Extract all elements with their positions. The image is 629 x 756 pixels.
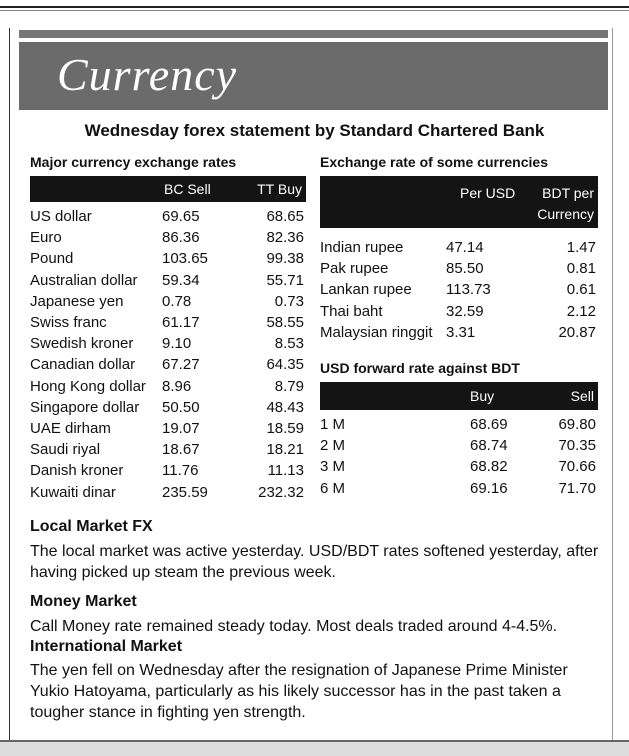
intl-market-text: The yen fell on Wednesday after the resignation of Japanese Prime Minister Yukio Hatoyama, particularly as his likely successor has in the past taken a tougher stance in fighting yen strength. [30, 662, 568, 721]
local-fx-heading: Local Market FX [30, 518, 153, 535]
bc-sell-value: 103.65 [162, 250, 208, 268]
currency-name: Japanese yen [30, 292, 124, 310]
currency-name: UAE dirham [30, 420, 111, 437]
forward-sell-value: 70.35 [558, 437, 596, 455]
table-row [30, 484, 306, 505]
tt-buy-value: 68.65 [266, 208, 304, 225]
col-bdt-per-line1: BDT per [542, 185, 594, 201]
table-row [30, 399, 306, 420]
table-row [30, 293, 306, 314]
currency-name: Euro [30, 229, 62, 247]
table-row [30, 356, 306, 377]
table-row [30, 420, 306, 441]
table-row [30, 314, 306, 335]
forward-rates-header [320, 382, 598, 410]
banner-title: Currency [57, 49, 238, 100]
local-fx-text: The local market was active yesterday. USD/BDT rates softened yesterday, after having picked up steam the previous week. [30, 543, 599, 581]
currency-name: Saudi riyal [30, 441, 101, 459]
currency-name: Canadian dollar [30, 356, 136, 374]
bc-sell-value: 0.78 [162, 292, 192, 310]
tt-buy-value: 99.38 [266, 250, 304, 268]
currency-name: Danish kroner [30, 462, 124, 480]
per-usd-value: 85.50 [446, 260, 484, 278]
currency-name: Swiss franc [30, 314, 107, 331]
table-row [30, 335, 306, 356]
table-row [320, 480, 598, 501]
forward-buy-value: 68.82 [470, 458, 508, 476]
tt-buy-value: 0.73 [274, 292, 304, 310]
tt-buy-value: 11.13 [267, 462, 304, 480]
currency-name: Pound [30, 250, 74, 268]
bdt-per-currency-value: 0.81 [566, 260, 596, 278]
currency-name: Hong Kong dollar [30, 377, 146, 395]
forward-sell-value: 69.80 [558, 416, 596, 433]
table-row [320, 303, 598, 324]
per-usd-value: 32.59 [446, 302, 484, 320]
forward-rates-heading: USD forward rate against BDT [320, 360, 520, 376]
bc-sell-value: 59.34 [162, 271, 200, 289]
tt-buy-value: 8.53 [274, 335, 304, 353]
col-tt-buy: TT Buy [257, 181, 302, 197]
per-usd-value: 3.31 [446, 323, 476, 341]
money-market-heading: Money Market [30, 593, 137, 610]
col-forward-buy: Buy [470, 388, 495, 404]
banner-top-strip [19, 30, 608, 38]
bdt-per-currency-value: 20.87 [558, 323, 596, 341]
table-row [320, 239, 598, 260]
forward-sell-value: 71.70 [558, 479, 596, 497]
bc-sell-value: 50.50 [162, 398, 200, 416]
bdt-per-currency-value: 0.61 [566, 281, 596, 299]
bc-sell-value: 61.17 [162, 314, 200, 331]
tt-buy-value: 18.21 [266, 441, 304, 459]
currency-name: Malaysian ringgit [320, 323, 433, 341]
currency-name: Singapore dollar [30, 398, 140, 416]
currency-name: Pak rupee [320, 260, 389, 278]
statement-title: Wednesday forex statement by Standard Chartered Bank [84, 121, 545, 140]
col-per-usd: Per USD [460, 185, 516, 201]
forward-term: 6 M [320, 479, 346, 497]
col-bc-sell: BC Sell [164, 181, 211, 197]
major-rates-heading: Major currency exchange rates [30, 154, 237, 170]
top-rule [0, 6, 629, 8]
table-row [30, 272, 306, 293]
table-row [320, 281, 598, 302]
tt-buy-value: 58.55 [266, 314, 304, 331]
tt-buy-value: 55.71 [266, 271, 304, 289]
tt-buy-value: 64.35 [266, 356, 304, 374]
bc-sell-value: 11.76 [162, 462, 199, 480]
per-usd-value: 113.73 [446, 281, 491, 299]
table-row [320, 324, 598, 345]
bc-sell-value: 235.59 [162, 483, 208, 501]
bc-sell-value: 18.67 [162, 441, 200, 459]
table-row [30, 441, 306, 462]
forward-term: 2 M [320, 437, 346, 455]
table-row [320, 458, 598, 479]
tt-buy-value: 48.43 [266, 398, 304, 416]
table-row [320, 416, 598, 437]
tt-buy-value: 8.79 [274, 377, 304, 395]
table-row [30, 250, 306, 271]
currency-name: Kuwaiti dinar [30, 483, 116, 501]
table-row [320, 260, 598, 281]
some-rates-header [320, 176, 598, 228]
col-forward-sell: Sell [570, 388, 594, 404]
table-row [320, 437, 598, 458]
intl-market-heading: International Market [30, 638, 183, 655]
currency-name: US dollar [30, 208, 92, 225]
forward-term: 1 M [320, 416, 346, 433]
col-bdt-per-line2: Currency [537, 206, 594, 222]
top-rule-thin [0, 10, 629, 11]
table-row [30, 229, 306, 250]
currency-name: Swedish kroner [30, 335, 134, 353]
some-rates-heading: Exchange rate of some currencies [320, 154, 548, 170]
currency-name: Thai baht [320, 302, 383, 320]
bc-sell-value: 67.27 [162, 356, 200, 374]
bc-sell-value: 9.10 [162, 335, 192, 353]
table-row [30, 208, 306, 229]
forward-buy-value: 68.74 [470, 437, 508, 455]
bdt-per-currency-value: 2.12 [566, 302, 596, 320]
bc-sell-value: 86.36 [162, 229, 200, 247]
currency-name: Indian rupee [320, 239, 404, 256]
currency-banner [19, 42, 608, 110]
bc-sell-value: 69.65 [162, 208, 200, 225]
bc-sell-value: 19.07 [162, 420, 200, 437]
tt-buy-value: 232.32 [258, 483, 304, 501]
forward-buy-value: 69.16 [470, 479, 508, 497]
per-usd-value: 47.14 [446, 239, 484, 256]
tt-buy-value: 82.36 [266, 229, 304, 247]
forward-buy-value: 68.69 [470, 416, 508, 433]
table-row [30, 462, 306, 483]
money-market-text: Call Money rate remained steady today. Most deals traded around 4-4.5%. [30, 618, 558, 635]
bc-sell-value: 8.96 [162, 377, 192, 395]
table-row [30, 378, 306, 399]
bdt-per-currency-value: 1.47 [566, 239, 596, 256]
forward-sell-value: 70.66 [558, 458, 596, 476]
forward-term: 3 M [320, 458, 346, 476]
major-rates-header [30, 176, 306, 202]
tt-buy-value: 18.59 [266, 420, 304, 437]
currency-name: Lankan rupee [320, 281, 412, 299]
currency-name: Australian dollar [30, 271, 138, 289]
